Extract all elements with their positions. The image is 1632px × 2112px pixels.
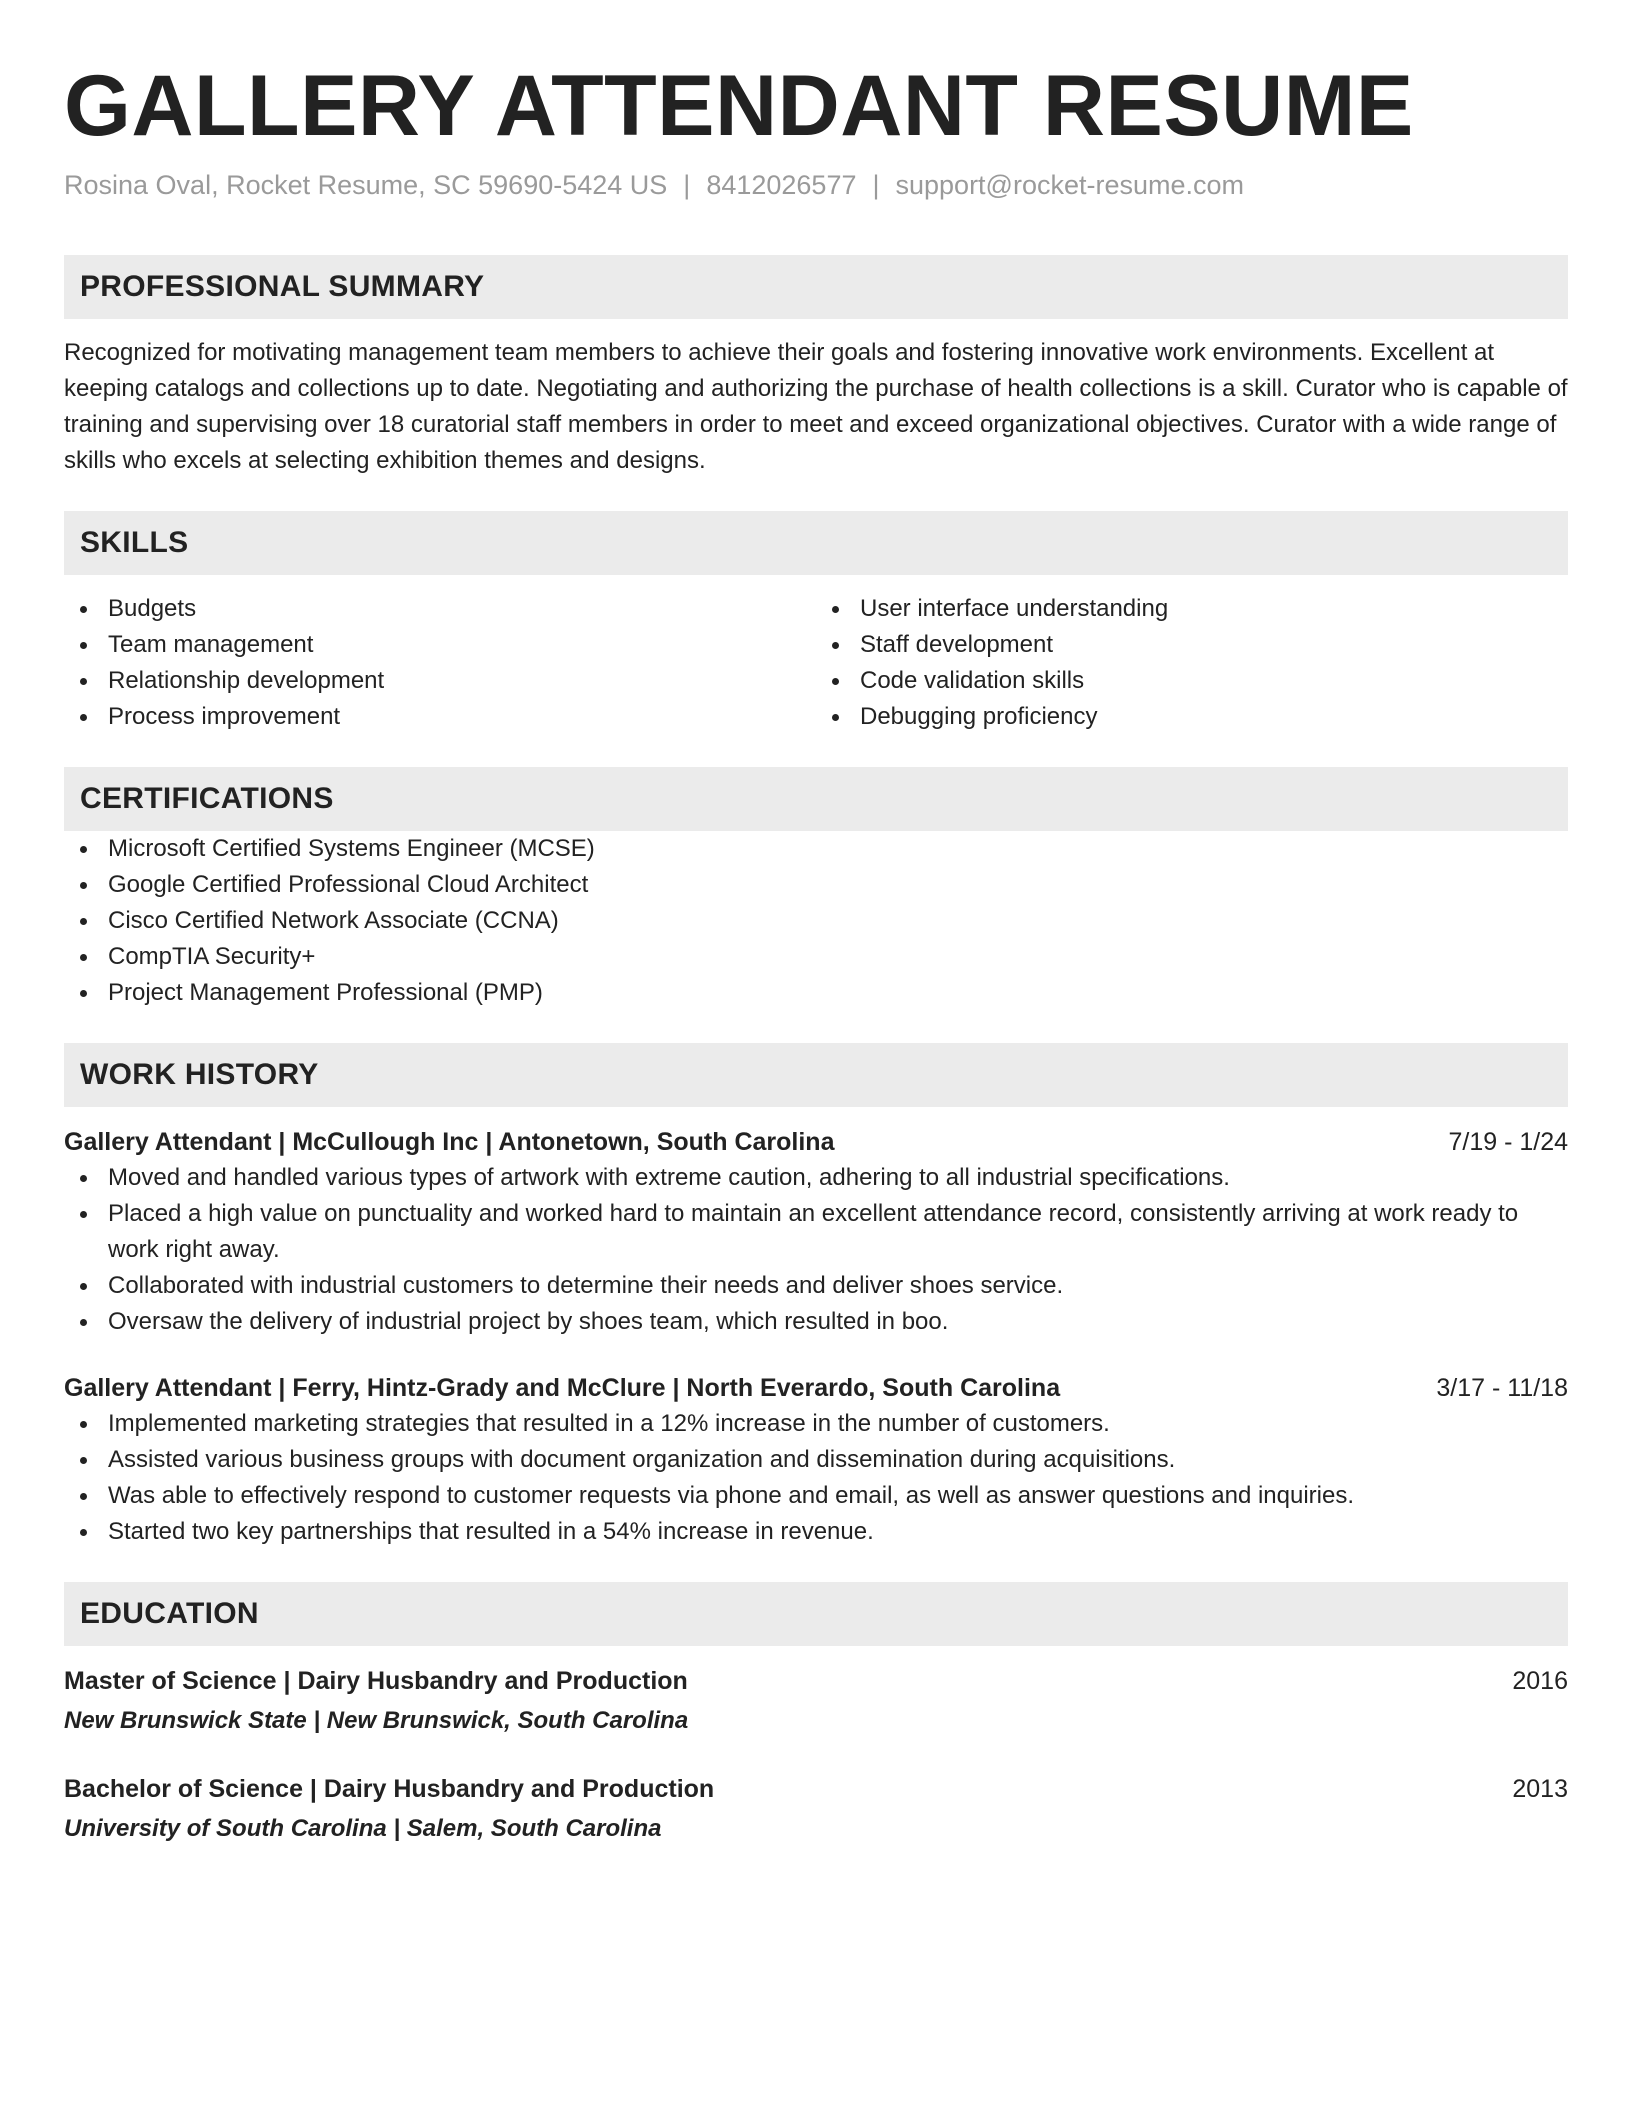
skills-column-right xyxy=(816,591,1568,735)
skill-item: Code validation skills xyxy=(816,663,1568,699)
summary-heading: PROFESSIONAL SUMMARY xyxy=(64,255,1568,319)
job-bullet: Assisted various business groups with document organization and dissemination during acquisitions. xyxy=(64,1442,1568,1478)
contact-phone: 8412026577 xyxy=(706,170,857,200)
job-bullet: Placed a high value on punctuality and worked hard to maintain an excellent attendance record, consistently arriving at work ready to work right away. xyxy=(64,1196,1568,1268)
education-year: 2016 xyxy=(1512,1667,1568,1695)
job-bullet: Started two key partnerships that resulted in a 54% increase in revenue. xyxy=(64,1514,1568,1550)
certification-item: Google Certified Professional Cloud Architect xyxy=(64,867,1568,903)
job-bullet: Oversaw the delivery of industrial project by shoes team, which resulted in boo. xyxy=(64,1304,1568,1340)
certification-item: Project Management Professional (PMP) xyxy=(64,975,1568,1011)
job-dates: 7/19 - 1/24 xyxy=(1448,1128,1568,1156)
skills-section xyxy=(64,511,1568,735)
contact-address: Rosina Oval, Rocket Resume, SC 59690-5424 US xyxy=(64,170,668,200)
job-header xyxy=(64,1370,1568,1406)
job-title: Gallery Attendant | Ferry, Hintz-Grady and McClure | North Everardo, South Carolina xyxy=(64,1374,1061,1402)
certifications-list xyxy=(64,831,1568,1011)
summary-section xyxy=(64,255,1568,479)
skill-item: User interface understanding xyxy=(816,591,1568,627)
education-school: University of South Carolina | Salem, South Carolina xyxy=(64,1815,662,1842)
certifications-heading: CERTIFICATIONS xyxy=(64,767,1568,831)
education-year: 2013 xyxy=(1512,1775,1568,1803)
education-degree: Bachelor of Science | Dairy Husbandry and Production xyxy=(64,1775,715,1803)
education-header xyxy=(64,1663,1568,1699)
education-heading: EDUCATION xyxy=(64,1582,1568,1646)
skills-grid xyxy=(64,591,1568,735)
education-header xyxy=(64,1771,1568,1807)
resume-title: GALLERY ATTENDANT RESUME xyxy=(64,58,1414,154)
education-section xyxy=(64,1582,1568,1847)
skill-item: Process improvement xyxy=(64,699,816,735)
certifications-section xyxy=(64,767,1568,1011)
skill-item: Team management xyxy=(64,627,816,663)
contact-separator: | xyxy=(683,170,691,200)
job-bullets xyxy=(64,1160,1568,1340)
certification-item: Microsoft Certified Systems Engineer (MCSE) xyxy=(64,831,1568,867)
certification-item: CompTIA Security+ xyxy=(64,939,1568,975)
education-entry xyxy=(64,1771,1568,1847)
summary-text: Recognized for motivating management team members to achieve their goals and fostering innovative work environments. Excellent at keeping catalogs and collections up to date. Negotiating and authorizing the purchase of health collections is a skill. Curator who is capable of training and supervising over 18 curatorial staff members in order to meet and exceed organizational objectives. Curator with a wide range of skills who excels at selecting exhibition themes and designs. xyxy=(64,339,1568,474)
contact-email: support@rocket-resume.com xyxy=(895,170,1245,200)
contact-separator: | xyxy=(872,170,880,200)
skill-item: Relationship development xyxy=(64,663,816,699)
skills-heading: SKILLS xyxy=(64,511,1568,575)
job-bullet: Was able to effectively respond to customer requests via phone and email, as well as answer questions and inquiries. xyxy=(64,1478,1568,1514)
work-history-section xyxy=(64,1043,1568,1550)
contact-line xyxy=(64,168,1568,202)
job-bullet: Moved and handled various types of artwork with extreme caution, adhering to all industrial specifications. xyxy=(64,1160,1568,1196)
skill-item: Staff development xyxy=(816,627,1568,663)
skills-column-left xyxy=(64,591,816,735)
education-entry xyxy=(64,1663,1568,1739)
job-header xyxy=(64,1124,1568,1160)
certification-item: Cisco Certified Network Associate (CCNA) xyxy=(64,903,1568,939)
skill-item: Budgets xyxy=(64,591,816,627)
job-dates: 3/17 - 11/18 xyxy=(1436,1374,1568,1402)
job-entry xyxy=(64,1124,1568,1340)
job-bullets xyxy=(64,1406,1568,1550)
skill-item: Debugging proficiency xyxy=(816,699,1568,735)
education-degree: Master of Science | Dairy Husbandry and Production xyxy=(64,1667,688,1695)
job-title: Gallery Attendant | McCullough Inc | Antonetown, South Carolina xyxy=(64,1128,835,1156)
job-bullet: Implemented marketing strategies that resulted in a 12% increase in the number of customers. xyxy=(64,1406,1568,1442)
work-history-heading: WORK HISTORY xyxy=(64,1043,1568,1107)
job-bullet: Collaborated with industrial customers to determine their needs and deliver shoes service. xyxy=(64,1268,1568,1304)
education-school: New Brunswick State | New Brunswick, South Carolina xyxy=(64,1707,689,1734)
job-entry xyxy=(64,1370,1568,1550)
